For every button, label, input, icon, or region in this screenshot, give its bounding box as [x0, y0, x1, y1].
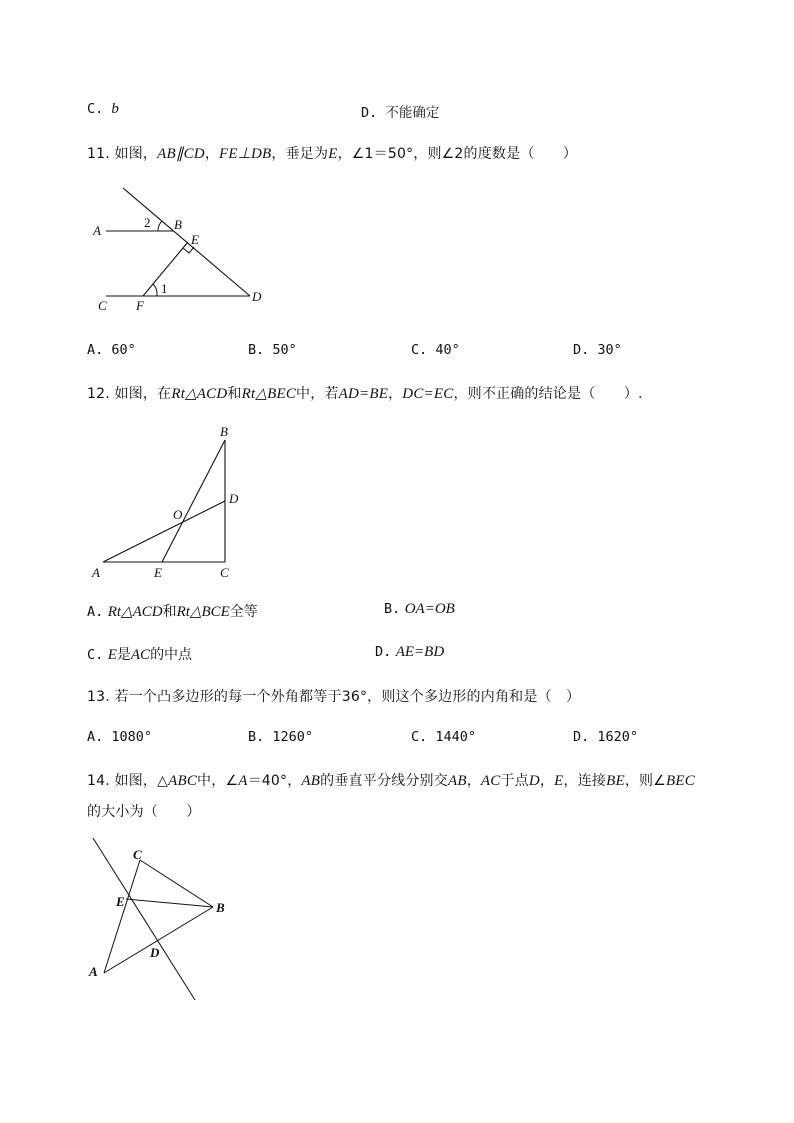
- stem-math: E: [554, 773, 564, 789]
- option-text: 和: [162, 604, 177, 620]
- q11-option-b: B. 50°: [248, 342, 297, 358]
- stem-text: ，: [539, 773, 555, 789]
- option-text: 不能确定: [385, 105, 440, 121]
- stem-math: ABC: [168, 773, 198, 789]
- label-e: E: [154, 565, 162, 580]
- stem-text: 的垂直平分线分别交: [320, 773, 448, 789]
- option-math: E: [107, 647, 117, 663]
- option-math: AC: [130, 647, 151, 663]
- segment-ab: [104, 907, 213, 973]
- question-number: 13.: [87, 689, 110, 705]
- label-a: A: [93, 223, 101, 238]
- q13-option-d: D. 1620°: [573, 729, 639, 745]
- option-letter: C.: [87, 101, 104, 117]
- label-d: D: [229, 491, 239, 506]
- question-14-stem-line2: 的大小为（ ）: [87, 804, 201, 820]
- label-o: O: [173, 507, 183, 522]
- option-text: 的中点: [150, 647, 193, 663]
- label-e: E: [116, 894, 125, 909]
- q13-option-c: C. 1440°: [411, 729, 477, 745]
- stem-math: FE⊥DB: [219, 146, 272, 162]
- stem-math: AB: [447, 773, 467, 789]
- q13-option-b: B. 1260°: [248, 729, 314, 745]
- q11-option-a: A. 60°: [87, 342, 136, 358]
- stem-text: 如图，在: [114, 386, 172, 402]
- label-f: F: [136, 298, 144, 313]
- option-math: Rt△ACD: [107, 604, 163, 620]
- option-letter: B.: [384, 601, 401, 617]
- stem-math: Rt△ACD: [171, 386, 228, 402]
- label-angle-2: 2: [144, 215, 151, 230]
- label-c: C: [220, 565, 229, 580]
- stem-math: A: [238, 773, 248, 789]
- label-a: A: [92, 565, 100, 580]
- segment-ac: [104, 860, 140, 973]
- q11-option-c: C. 40°: [411, 342, 460, 358]
- stem-text: 若一个凸多边形的每一个外角都等于36°，则这个多边形的内角和是（ ）: [114, 689, 581, 705]
- stem-text: ，则∠: [624, 773, 666, 789]
- stem-text: ，: [388, 386, 403, 402]
- stem-text: 中，若: [296, 386, 339, 402]
- stem-text: ，垂足为: [271, 146, 329, 162]
- option-text: 全等: [229, 604, 258, 620]
- question-number: 14.: [87, 773, 110, 789]
- label-b: B: [216, 900, 225, 915]
- option-letter: D.: [375, 644, 392, 660]
- stem-text: 中，∠: [197, 773, 239, 789]
- stem-math: DC=EC: [402, 386, 454, 402]
- option-text: 是: [116, 647, 131, 663]
- option-variable: b: [111, 101, 119, 117]
- label-a: A: [89, 964, 98, 979]
- label-d: D: [150, 945, 160, 960]
- label-angle-1: 1: [161, 281, 168, 296]
- stem-math: Rt△BEC: [241, 386, 297, 402]
- label-e: E: [191, 232, 199, 247]
- q11-option-d: D. 30°: [573, 342, 622, 358]
- segment-eb: [126, 899, 213, 907]
- stem-text: ，连接: [563, 773, 607, 789]
- stem-text: 如图，: [114, 146, 158, 162]
- label-b: B: [174, 217, 182, 232]
- stem-math: AD=BE: [338, 386, 389, 402]
- stem-text: ，∠1＝50°，则∠2的度数是（ ）: [337, 146, 578, 162]
- stem-math: D: [528, 773, 540, 789]
- question-number: 11.: [87, 146, 110, 162]
- label-b: B: [220, 424, 228, 439]
- option-math: OA=OB: [404, 601, 455, 617]
- stem-math: E: [328, 146, 338, 162]
- option-math: AE=BD: [395, 644, 445, 660]
- stem-math: BEC: [666, 773, 695, 789]
- stem-text: 和: [227, 386, 242, 402]
- option-letter: A.: [87, 604, 104, 620]
- label-c: C: [133, 847, 142, 862]
- stem-text: ，: [466, 773, 481, 789]
- question-number: 12.: [87, 386, 110, 402]
- stem-math: AB: [301, 773, 321, 789]
- label-c: C: [98, 298, 107, 313]
- q13-option-a: A. 1080°: [87, 729, 153, 745]
- segment-cb: [140, 860, 213, 907]
- option-math: Rt△BCE: [176, 604, 230, 620]
- stem-math: BE: [606, 773, 625, 789]
- option-letter: C.: [87, 647, 104, 663]
- stem-math: AB∥CD: [157, 146, 205, 162]
- stem-text: 于点: [500, 773, 529, 789]
- option-letter: D.: [361, 105, 378, 121]
- stem-math: AC: [480, 773, 501, 789]
- stem-text: ，: [204, 146, 220, 162]
- stem-text: ＝40°，: [247, 773, 302, 789]
- stem-text: ，则不正确的结论是（ ）.: [453, 386, 643, 402]
- label-d: D: [252, 289, 262, 304]
- stem-text: 如图，△: [114, 773, 169, 789]
